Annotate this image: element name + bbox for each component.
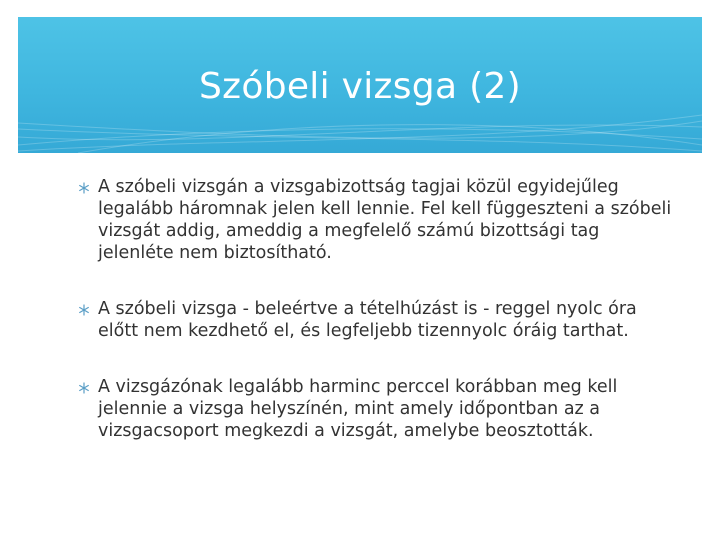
bullet-text: A vizsgázónak legalább harminc perccel korábban meg kell jelennie a vizsga helyszínén, mint amely időpontban az a vizsgacsoport megkezdi a vizsgát, amelybe beosztották.	[98, 377, 618, 441]
bullet-text: A szóbeli vizsga - beleértve a tételhúzást is - reggel nyolc óra előtt nem kezdhető el, és legfeljebb tizennyolc óráig tarthat.	[98, 299, 637, 341]
bullet-item	[78, 176, 678, 264]
bullet-list	[78, 176, 678, 476]
title-band	[18, 17, 702, 153]
asterisk-bullet-icon	[78, 304, 90, 316]
asterisk-bullet-icon	[78, 382, 90, 394]
bullet-item	[78, 376, 678, 442]
slide-title: Szóbeli vizsga (2)	[199, 66, 521, 107]
bullet-text: A szóbeli vizsgán a vizsgabizottság tagjai közül egyidejűleg legalább háromnak jelen kell lennie. Fel kell függeszteni a szóbeli vizsgát addig, ameddig a megfelelő számú bizottsági tag jelenléte nem biztosítható.	[98, 177, 672, 263]
bullet-item	[78, 298, 678, 342]
asterisk-bullet-icon	[78, 182, 90, 194]
